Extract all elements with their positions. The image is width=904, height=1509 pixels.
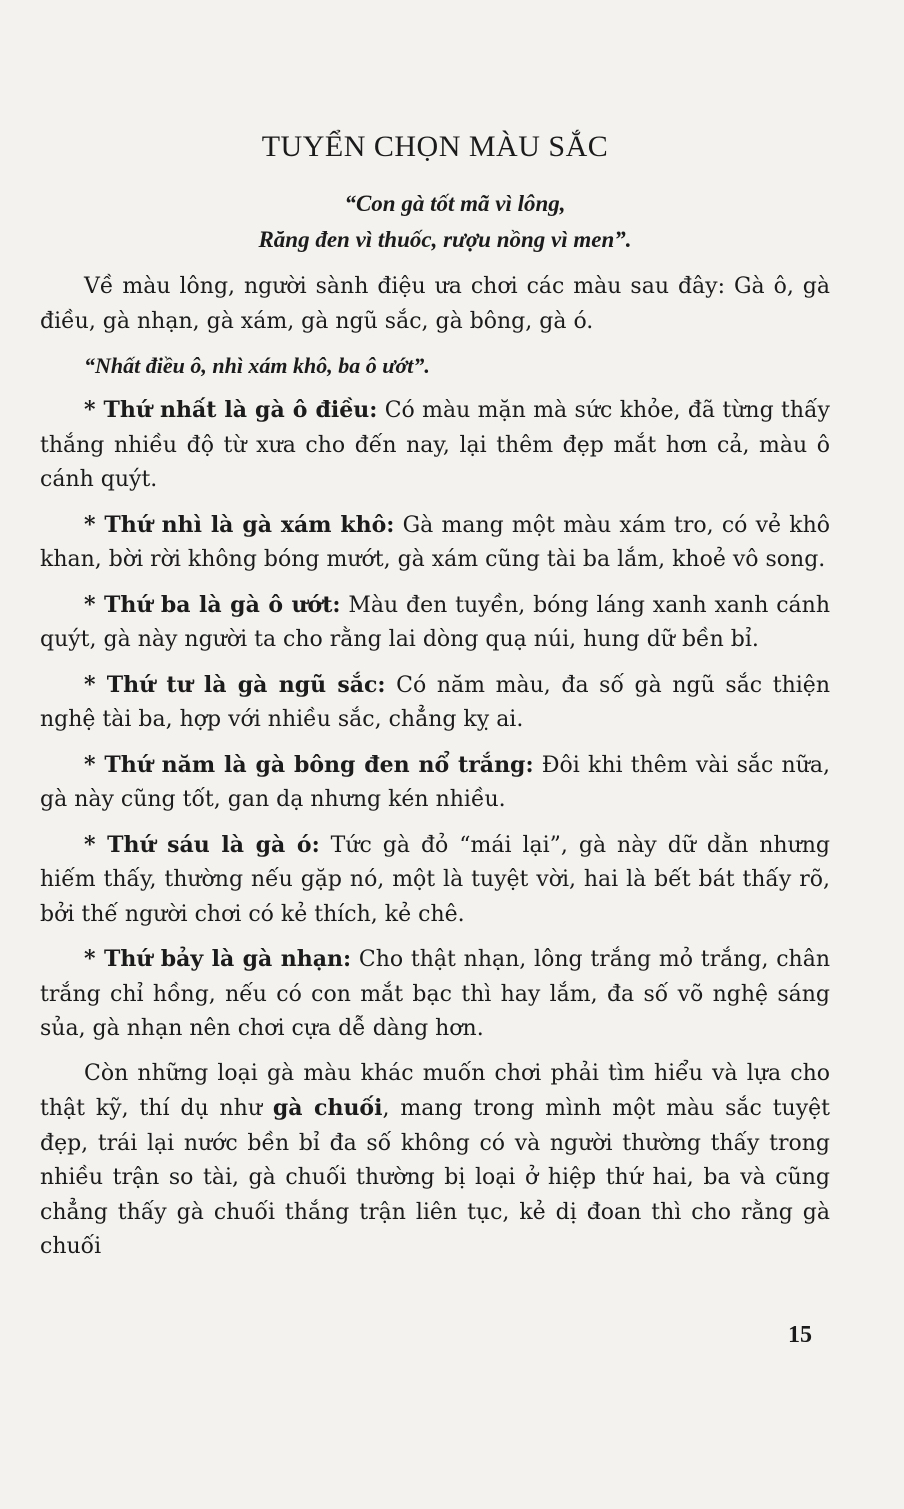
item-lead-5: * Thứ năm là gà bông đen nổ trắng:: [84, 751, 534, 778]
item-paragraph-2: [40, 508, 830, 578]
item-text-4: Có năm màu, đa số gà ngũ sắc thiện nghệ tài ba, hợp với nhiều sắc, chẳng kỵ ai.: [40, 672, 830, 732]
item-paragraph-4: [40, 668, 830, 738]
item-text-7: Cho thật nhạn, lông trắng mỏ trắng, chân trắng chỉ hồng, nếu có con mắt bạc thì hay lắm, đa số võ nghệ sáng sủa, gà nhạn nên chơi cựa dễ dàng hơn.: [40, 947, 830, 1041]
closing-highlight: gà chuối: [272, 1095, 383, 1121]
verse-line-1: “Con gà tốt mã vì lông,: [344, 191, 566, 216]
saying-quote: “Nhất điều ô, nhì xám khô, ba ô ướt”.: [84, 353, 430, 378]
item-lead-2: * Thứ nhì là gà xám khô:: [84, 511, 395, 538]
item-paragraph-1: [40, 393, 830, 498]
item-lead-1: * Thứ nhất là gà ô điều:: [84, 397, 378, 423]
item-paragraph-5: [40, 748, 830, 818]
item-text-1: Có màu mặn mà sức khỏe, đã từng thấy thắng nhiều độ từ xưa cho đến nay, lại thêm đẹp mắt hơn cả, màu ô cánh quýt.: [40, 398, 830, 492]
closing-text-after: , mang trong mình một màu sắc tuyệt đẹp, trái lại nước bền bỉ đa số không có và người thường thấy trong nhiều trận so tài, gà chuối thường bị loại ở hiệp thứ hai, ba và cũng chẳng thấy gà chuối thắng trận liên tục, kẻ dị đoan thì cho rằng gà chuối: [40, 1096, 830, 1259]
item-lead-3: * Thứ ba là gà ô ướt:: [84, 591, 341, 618]
item-lead-7: * Thứ bảy là gà nhạn:: [84, 946, 352, 972]
item-lead-6: * Thứ sáu là gà ó:: [84, 831, 320, 858]
chapter-title: TUYỂN CHỌN MÀU SẮC: [261, 130, 609, 163]
item-text-3: Màu đen tuyền, bóng láng xanh xanh cánh quýt, gà này người ta cho rằng lai dòng quạ núi, hung dữ bền bỉ.: [40, 592, 830, 652]
book-page: [40, 130, 830, 1390]
intro-paragraph: Về màu lông, người sành điệu ưa chơi các màu sau đây: Gà ô, gà điều, gà nhạn, gà xám, gà ngũ sắc, gà bông, gà ó.: [40, 274, 830, 334]
closing-text-before: Còn những loại gà màu khác muốn chơi phải tìm hiểu và lựa cho thật kỹ, thí dụ như: [40, 1060, 830, 1121]
item-paragraph-7: [40, 942, 830, 1047]
verse-line-2: Răng đen vì thuốc, rượu nồng vì men”.: [258, 227, 632, 252]
item-text-6: Tức gà đỏ “mái lại”, gà này dữ dằn nhưng hiếm thấy, thường nếu gặp nó, một là tuyệt vời, hai là bết bát thấy rõ, bởi thế người chơi có kẻ thích, kẻ chê.: [40, 832, 831, 927]
item-paragraph-3: [40, 588, 830, 658]
item-text-5: Đôi khi thêm vài sắc nữa, gà này cũng tốt, gan dạ nhưng kén nhiều.: [40, 752, 831, 812]
item-lead-4: * Thứ tư là gà ngũ sắc:: [84, 671, 386, 698]
item-paragraph-6: [40, 828, 830, 933]
closing-paragraph: [40, 1057, 830, 1265]
page-number: 15: [788, 1322, 812, 1348]
item-text-2: Gà mang một màu xám tro, có vẻ khô khan, bời rời không bóng mướt, gà xám cũng tài ba lắm, khoẻ vô song.: [40, 512, 830, 572]
